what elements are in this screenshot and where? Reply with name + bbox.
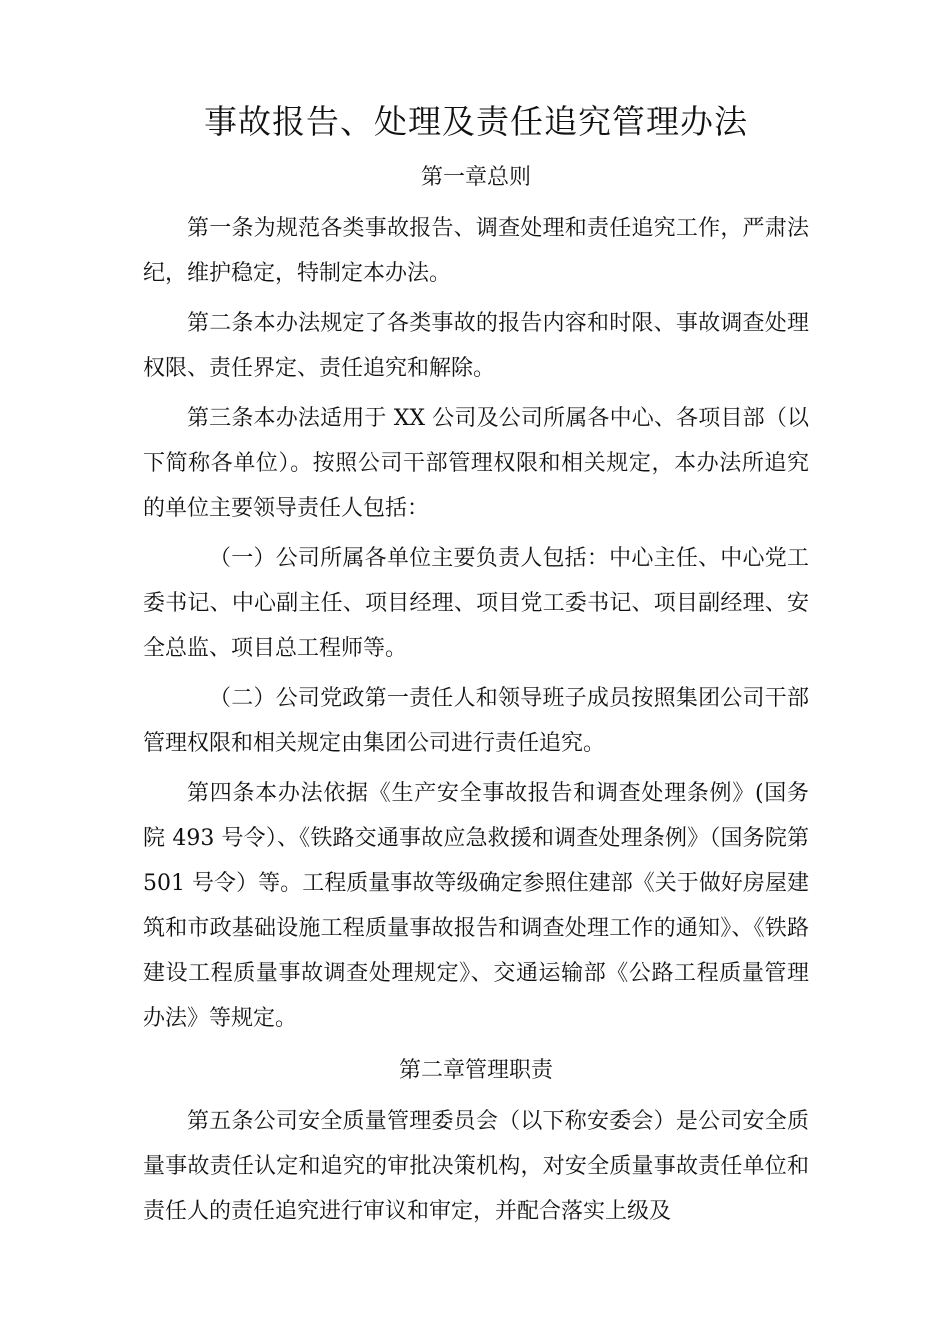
article-3-item-2-paragraph: （二）公司党政第一责任人和领导班子成员按照集团公司干部管理权限和相关规定由集团公司进行责任追究。 xyxy=(143,686,809,756)
article-2-paragraph: 第二条本办法规定了各类事故的报告内容和时限、事故调查处理权限、责任界定、责任追究和解除。 xyxy=(143,311,809,381)
article-4-paragraph: 第四条本办法依据《生产安全事故报告和调查处理条例》(国务院 493 号令）、《铁路交通事故应急救援和调查处理条例》（国务院第 501 号令）等。工程质量事故等级确定参照住建部《关于做好房屋建筑和市政基础设施工程质量事故报告和调查处理工作的通知》、《铁路建设工程质量事故调查处理规定》、交通运输部《公路工程质量管理办法》等规定。 xyxy=(143,781,809,1031)
document-title: 事故报告、处理及责任追究管理办法 xyxy=(204,102,748,141)
article-3-paragraph: 第三条本办法适用于 XX 公司及公司所属各中心、各项目部（以下简称各单位）。按照公司干部管理权限和相关规定，本办法所追究的单位主要领导责任人包括： xyxy=(143,406,809,521)
document-page xyxy=(143,92,809,1239)
article-1-paragraph: 第一条为规范各类事故报告、调查处理和责任追究工作，严肃法纪，维护稳定，特制定本办法。 xyxy=(143,216,809,286)
chapter-1-heading: 第一章总则 xyxy=(420,165,531,190)
article-3-item-1-paragraph: （一）公司所属各单位主要负责人包括：中心主任、中心党工委书记、中心副主任、项目经理、项目党工委书记、项目副经理、安全总监、项目总工程师等。 xyxy=(143,546,809,661)
chapter-2-heading: 第二章管理职责 xyxy=(398,1058,553,1083)
article-5-paragraph: 第五条公司安全质量管理委员会（以下称安委会）是公司安全质量事故责任认定和追究的审批决策机构，对安全质量事故责任单位和责任人的责任追究进行审议和审定，并配合落实上级及 xyxy=(143,1109,809,1224)
